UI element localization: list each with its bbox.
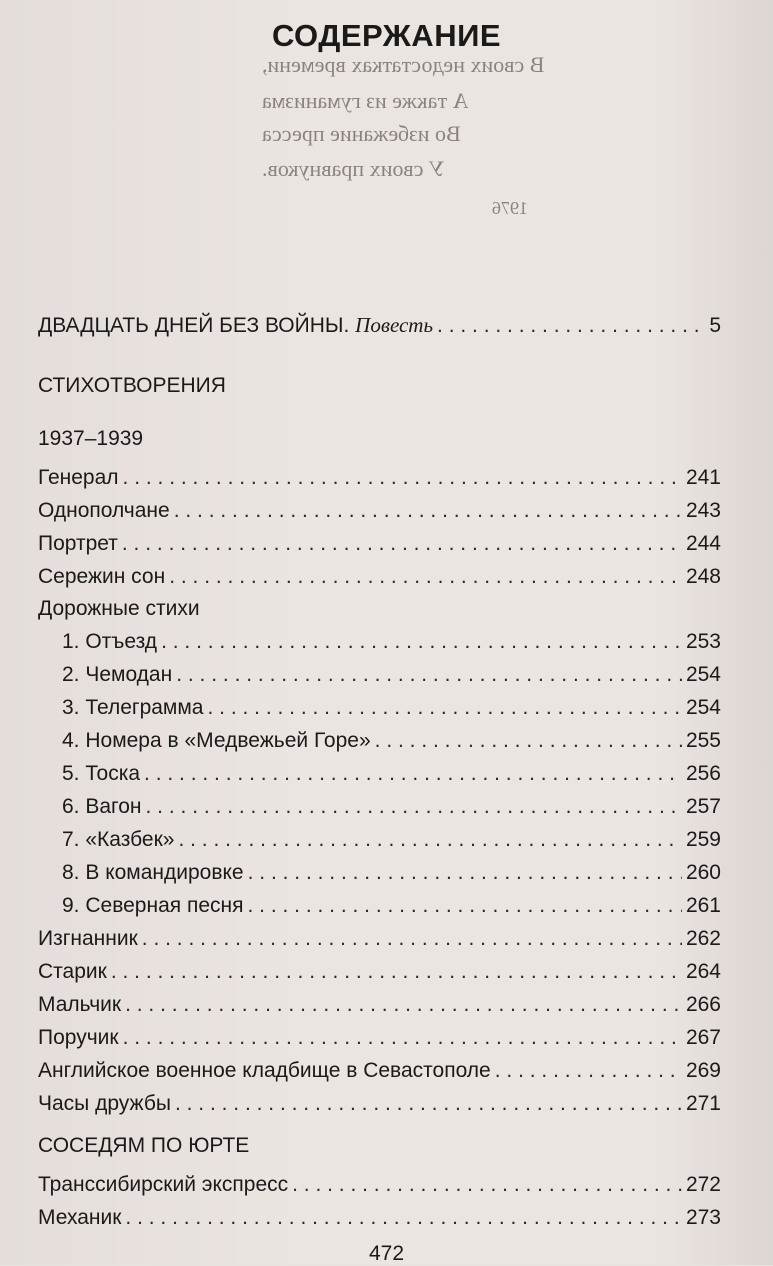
toc-entry[interactable] [38, 463, 721, 493]
toc-entry-page: 253 [685, 630, 721, 653]
toc-leader-dots [248, 858, 682, 888]
show-through-line: Во избежание пресса [262, 121, 461, 146]
toc-leader-dots [146, 792, 682, 822]
toc-entry-page: 259 [685, 828, 721, 851]
toc-leader-dots [174, 496, 682, 526]
toc-entry-page: 243 [685, 499, 721, 522]
toc-entry[interactable] [38, 562, 721, 592]
subsection-heading-years: 1937–1939 [38, 427, 144, 450]
toc-entry-page: 248 [685, 565, 721, 588]
toc-entry-label: 1. Отъезд [62, 630, 158, 653]
toc-entry-label: ДВАДЦАТЬ ДНЕЙ БЕЗ ВОЙНЫ. Повесть [38, 313, 434, 337]
toc-entry-page: 271 [685, 1092, 721, 1115]
show-through-line: В своих недостатках времени, [262, 52, 545, 77]
toc-entry[interactable] [38, 957, 721, 987]
toc-entry-page: 272 [685, 1173, 721, 1196]
toc-leader-dots [175, 1089, 682, 1119]
toc-entry-page: 260 [685, 861, 721, 884]
page-number: 472 [368, 1242, 405, 1265]
toc-entry-page: 257 [685, 795, 721, 818]
toc-subentry[interactable] [62, 792, 721, 822]
toc-leader-dots [123, 463, 682, 493]
toc-entry-page: 244 [685, 532, 721, 555]
toc-entry[interactable] [38, 1023, 721, 1053]
toc-entry-label: Поручик [38, 1026, 119, 1049]
toc-leader-dots [375, 726, 682, 756]
group-heading-road-poems: Дорожные стихи [38, 597, 200, 620]
toc-entry-label: Изгнанник [38, 927, 138, 950]
toc-leader-dots [122, 529, 682, 559]
toc-entry-label: 3. Телеграмма [62, 696, 204, 719]
section-heading-poems: СТИХОТВОРЕНИЯ [38, 374, 226, 397]
show-through-line: 1976 [492, 198, 528, 218]
toc-entry-page: 269 [685, 1059, 721, 1082]
toc-leader-dots [125, 990, 682, 1020]
toc-leader-dots [437, 311, 705, 341]
toc-entry-page: 273 [685, 1206, 721, 1229]
show-through-line: У своих правнуков. [262, 156, 445, 181]
toc-entry-label: Транссибирский экспресс [38, 1173, 289, 1196]
toc-entry-page: 254 [685, 696, 721, 719]
toc-entry-page: 261 [685, 894, 721, 917]
toc-entry-page: 264 [685, 960, 721, 983]
toc-leader-dots [178, 825, 682, 855]
toc-subentry[interactable] [62, 726, 721, 756]
toc-entry-label: Генерал [38, 466, 119, 489]
toc-entry-page: 267 [685, 1026, 721, 1049]
toc-entry-page: 254 [685, 663, 721, 686]
toc-subentry[interactable] [62, 825, 721, 855]
toc-leader-dots [292, 1170, 682, 1200]
toc-entry-page: 262 [685, 927, 721, 950]
toc-entry-main[interactable] [38, 310, 721, 340]
toc-entry[interactable] [38, 1170, 721, 1200]
toc-leader-dots [176, 660, 682, 690]
toc-leader-dots [125, 1203, 682, 1233]
toc-leader-dots [111, 957, 682, 987]
toc-entry-label: 5. Тоска [62, 762, 141, 785]
toc-entry-label: Механик [38, 1206, 122, 1229]
toc-leader-dots [495, 1056, 682, 1086]
toc-leader-dots [144, 759, 682, 789]
toc-entry-label: Сережин сон [38, 565, 166, 588]
toc-entry[interactable] [38, 990, 721, 1020]
page-title: СОДЕРЖАНИЕ [271, 18, 502, 53]
toc-entry-label: 2. Чемодан [62, 663, 173, 686]
toc-entry[interactable] [38, 1056, 721, 1086]
toc-entry[interactable] [38, 924, 721, 954]
toc-entry-label: Портрет [38, 532, 118, 555]
toc-entry-page: 241 [685, 466, 721, 489]
toc-entry-label: 6. Вагон [62, 795, 142, 818]
toc-entry-page: 266 [685, 993, 721, 1016]
toc-subentry[interactable] [62, 759, 721, 789]
toc-entry-label: Часы дружбы [38, 1092, 171, 1115]
toc-leader-dots [169, 562, 682, 592]
toc-entry-label: Английское военное кладбище в Севастополе [38, 1059, 491, 1082]
toc-entry[interactable] [38, 1203, 721, 1233]
toc-leader-dots [207, 693, 681, 723]
toc-subentry[interactable] [62, 660, 721, 690]
toc-entry-label: 7. «Казбек» [62, 828, 175, 851]
toc-entry-label: 8. В командировке [62, 861, 244, 884]
toc-subentry[interactable] [62, 858, 721, 888]
toc-leader-dots [247, 891, 681, 921]
toc-subentry[interactable] [62, 627, 721, 657]
toc-entry-page: 255 [685, 729, 721, 752]
toc-leader-dots [161, 627, 682, 657]
toc-entry[interactable] [38, 496, 721, 526]
toc-entry-page: 256 [685, 762, 721, 785]
toc-entry-label: Старик [38, 960, 107, 983]
toc-entry-label: 9. Северная песня [62, 894, 244, 917]
toc-entry-page: 5 [709, 314, 721, 337]
section-heading-yurt: СОСЕДЯМ ПО ЮРТЕ [38, 1134, 250, 1157]
toc-leader-dots [142, 924, 682, 954]
toc-leader-dots [123, 1023, 682, 1053]
toc-entry-label: Однополчане [38, 499, 170, 522]
toc-entry-label: 4. Номера в «Медвежьей Горе» [62, 729, 371, 752]
toc-entry-label: Мальчик [38, 993, 122, 1016]
toc-subentry[interactable] [62, 693, 721, 723]
show-through-line: А также из гуманизма [262, 88, 469, 113]
toc-entry[interactable] [38, 1089, 721, 1119]
toc-entry[interactable] [38, 529, 721, 559]
toc-subentry[interactable] [62, 891, 721, 921]
